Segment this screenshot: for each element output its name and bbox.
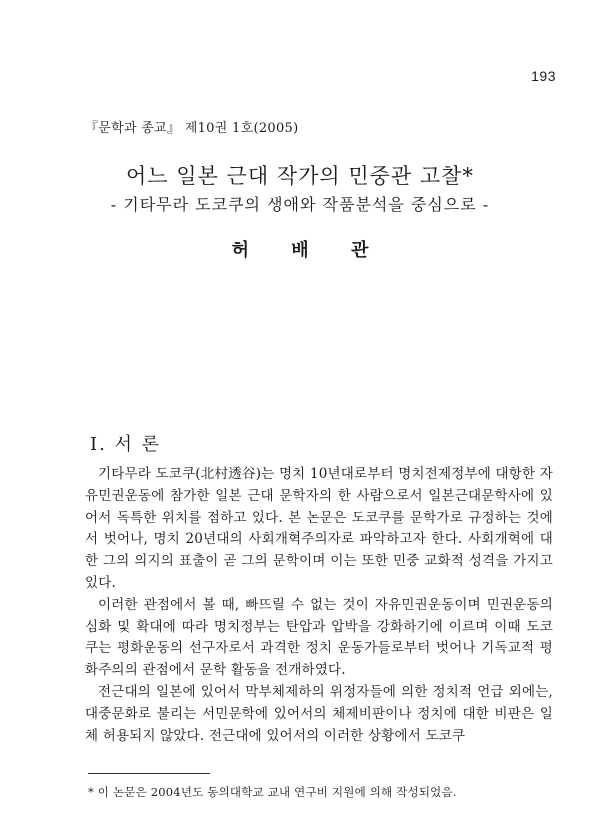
paragraph: 이러한 관점에서 볼 때, 빠뜨릴 수 없는 것이 자유민권운동이며 민권운동의 심화 및 확대에 따라 명치정부는 탄압과 압박을 강화하기에 이르며 이때 도코쿠는 평화운동의 선구자로서 과격한 정치 운동가들로부터 벗어나 기독교적 평화주의의 관점에서 문학 활동을 전개하였다. [85, 596, 553, 679]
paper-subtitle: - 기타무라 도코쿠의 생애와 작품분석을 중심으로 - [110, 195, 490, 214]
section-heading: I. 서 론 [90, 434, 162, 455]
journal-info: 『문학과 종교』 제10권 1호(2005) [85, 121, 299, 136]
paper-title: 어느 일본 근대 작가의 민중관 고찰* [126, 164, 474, 188]
author-name: 허 배 관 [231, 240, 387, 261]
footnote: * 이 논문은 2004년도 동의대학교 교내 연구비 지원에 의해 작성되었음. [88, 785, 457, 799]
page-number: 193 [531, 68, 556, 84]
paragraph: 전근대의 일본에 있어서 막부체제하의 위정자들에 의한 정치적 언급 외에는, 대중문화로 불리는 서민문학에 있어서의 체제비판이나 정치에 대한 비판은 일체 허용되지 않았다. 전근대에 있어서의 이러한 상황에서 도코쿠 [85, 683, 553, 744]
body-text [85, 464, 553, 747]
paragraph: 기타무라 도코쿠(北村透谷)는 명치 10년대로부터 명치전제정부에 대항한 자유민권운동에 참가한 일본 근대 문학자의 한 사람으로서 일본근대문학사에 있어서 독특한 위치를 점하고 있다. 본 논문은 도코쿠를 문학가로 규정하는 것에서 벗어나, 명치 20년대의 사회개혁주의자로 파악하고자 한다. 사회개혁에 대한 그의 의지의 표출이 곧 그의 문학이며 이는 또한 민중 교화적 성격을 가지고 있다. [85, 466, 553, 591]
footnote-divider [88, 773, 210, 774]
